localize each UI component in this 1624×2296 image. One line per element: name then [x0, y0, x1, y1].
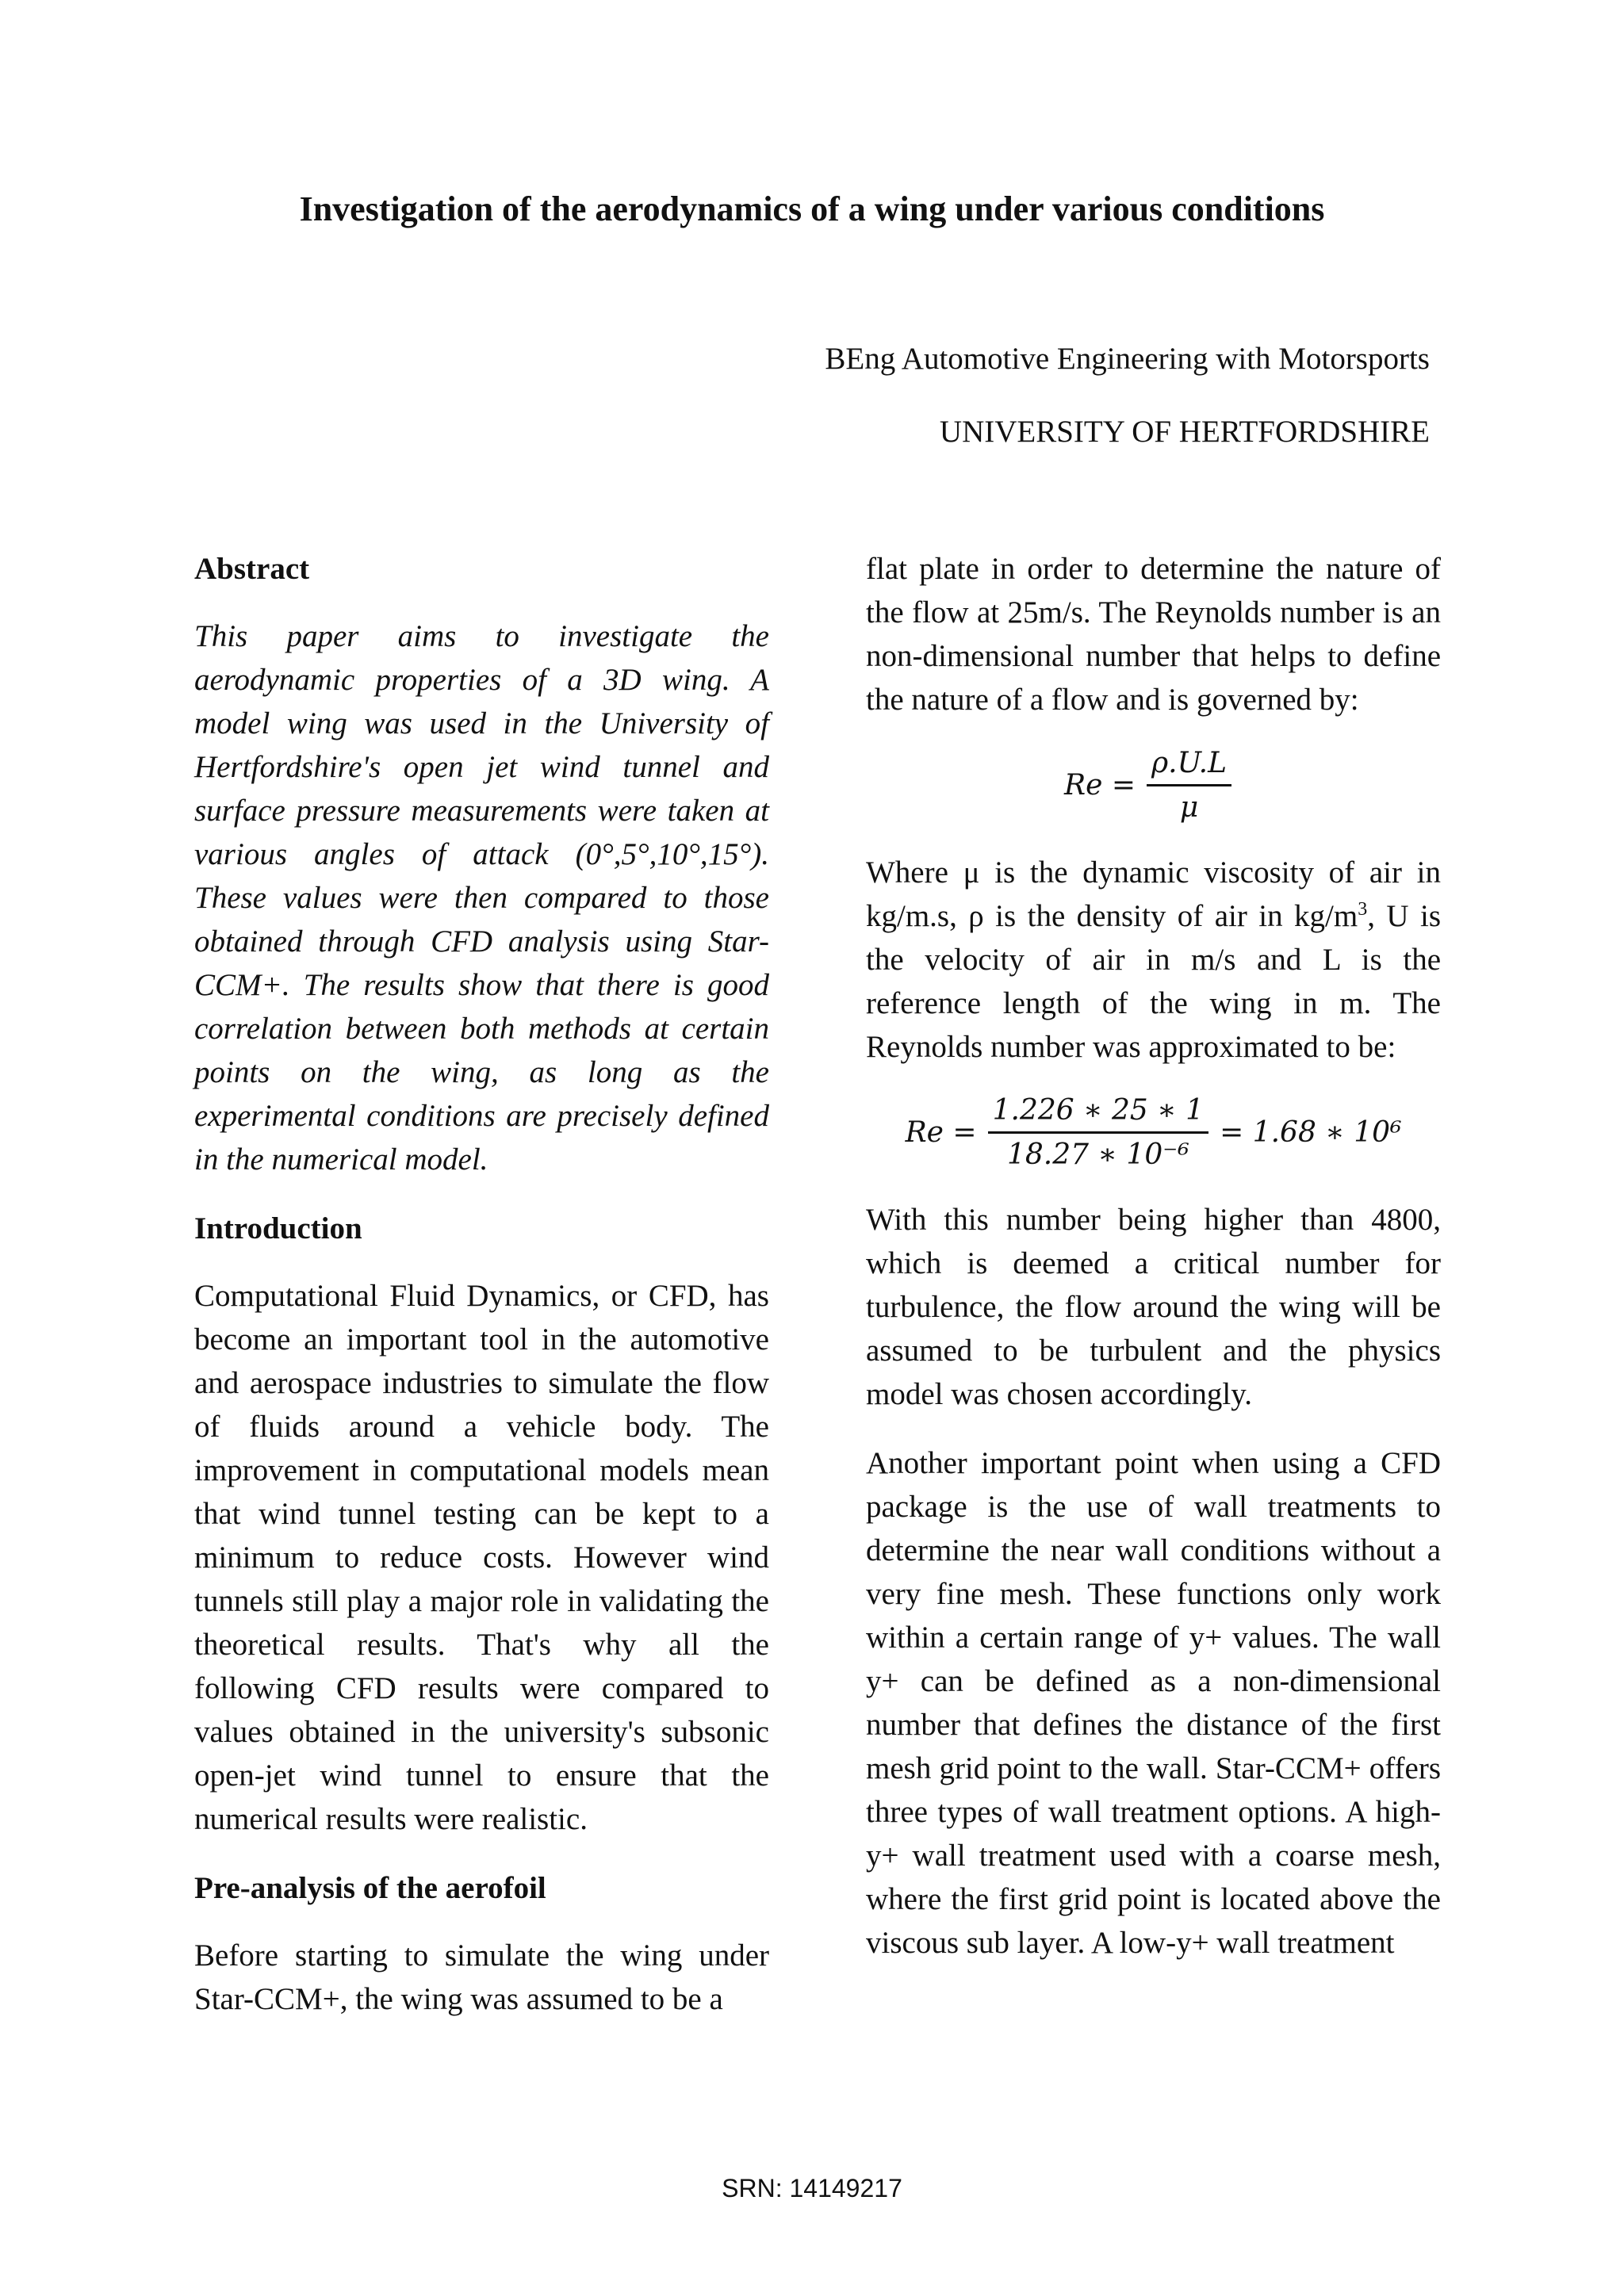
- affiliation-degree: BEng Automotive Engineering with Motorsports: [825, 342, 1430, 376]
- introduction-heading: Introduction: [194, 1211, 362, 1246]
- wall-treatment-paragraph: Another important point when using a CFD package is the use of wall treatments to determine the near wall conditions without a very fine mesh. These functions only work within a certain range of y+ values. The wall y+ can be defined as a non-dimensional number that defines the distance of the first mesh grid point to the wall. Star-CCM+ offers three types of wall treatment options. A high-y+ wall treatment used with a coarse mesh, where the first grid point is located above the viscous sub layer. A low-y+ wall treatment: [866, 1446, 1441, 1960]
- eq2-result: = 1.68 ∗ 10⁶: [1220, 1116, 1402, 1149]
- preanalysis-text-continued: flat plate in order to determine the nature of the flow at 25m/s. The Reynolds number is an non-dimensional number that helps to define the nature of a flow and is governed by:: [866, 552, 1441, 717]
- turbulence-paragraph: With this number being higher than 4800, which is deemed a critical number for turbulence, the flow around the wing will be assumed to be turbulent and the physics model was chosen accordingly.: [866, 1203, 1441, 1411]
- reynolds-equation: [866, 747, 1441, 824]
- right-column: [866, 547, 1441, 1990]
- introduction-text: Computational Fluid Dynamics, or CFD, has become an important tool in the automotive and aerospace industries to simulate the flow of fluids around a vehicle body. The improvement in computational models mean that wind tunnel testing can be kept to a minimum to reduce costs. However wind tunnels still play a major role in validating the theoretical results. That's why all the following CFD results were compared to values obtained in the university's subsonic open-jet wind tunnel to ensure that the numerical results were realistic.: [194, 1279, 769, 1836]
- page-footer-srn: SRN: 14149217: [722, 2174, 902, 2202]
- eq1-numerator: ρ.U.L: [1147, 747, 1231, 786]
- eq2-fraction: [988, 1094, 1208, 1171]
- preanalysis-heading: Pre-analysis of the aerofoil: [194, 1871, 546, 1905]
- eq1-lhs: Re =: [1063, 769, 1136, 802]
- where-text: Where μ is the dynamic viscosity of air in kg/m.s, ρ is the density of air in kg/m: [866, 855, 1441, 933]
- abstract-text: This paper aims to investigate the aerodynamic properties of a 3D wing. A model wing was used in the University of Hertfordshire's open jet wind tunnel and surface pressure measurements were taken at various angles of attack (0°,5°,10°,15°). These values were then compared to those obtained through CFD analysis using Star-CCM+. The results show that there is good correlation between both methods at certain points on the wing, as long as the experimental conditions are precisely defined in the numerical model.: [194, 619, 769, 1177]
- page-title: Investigation of the aerodynamics of a wing under various conditions: [299, 189, 1325, 228]
- eq2-lhs: Re =: [905, 1116, 977, 1149]
- left-column: [194, 547, 769, 2046]
- eq1-denominator: μ: [1179, 791, 1199, 824]
- affiliation-university: UNIVERSITY OF HERTFORDSHIRE: [939, 415, 1430, 449]
- variables-definition: [866, 851, 1441, 1069]
- preanalysis-text-start: Before starting to simulate the wing under Star-CCM+, the wing was assumed to be a: [194, 1938, 769, 2016]
- reynolds-value-equation: [866, 1094, 1441, 1171]
- eq2-numerator: 1.226 ∗ 25 ∗ 1: [988, 1094, 1208, 1134]
- where-text-continued: , U is the velocity of air in m/s and L is the reference length of the wing in m. The Reynolds number was approximated to be:: [866, 899, 1441, 1064]
- eq1-fraction: [1147, 747, 1231, 824]
- abstract-heading: Abstract: [194, 552, 310, 586]
- density-exponent: 3: [1358, 899, 1368, 920]
- eq2-denominator: 18.27 ∗ 10⁻⁶: [1007, 1138, 1189, 1171]
